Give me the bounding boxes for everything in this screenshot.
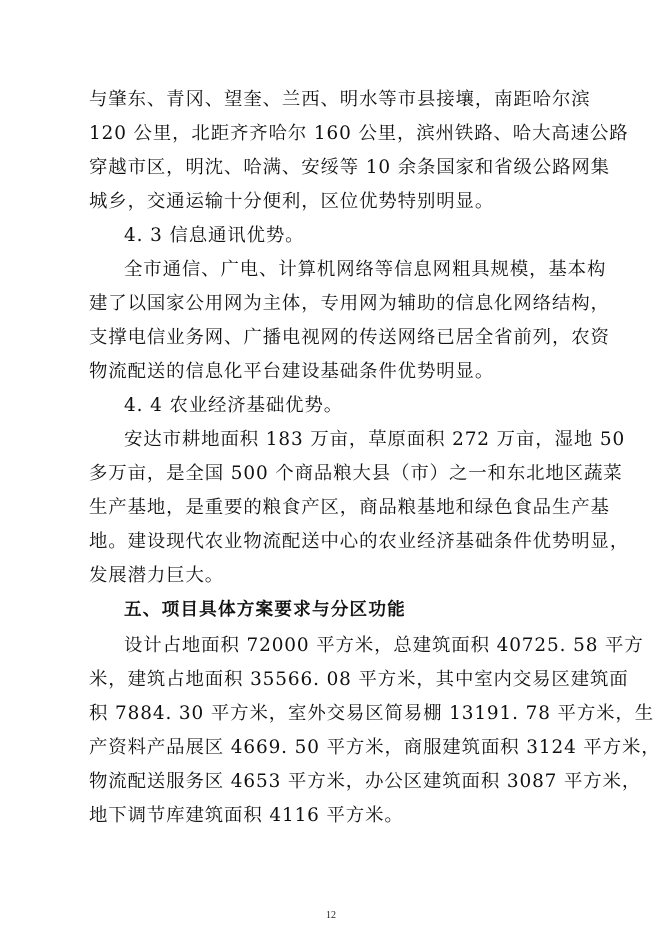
text-line-1: 与肇东、青冈、望奎、兰西、明水等市县接壤，南距哈尔滨 <box>89 89 591 110</box>
text-line-7: 建了以国家公用网为主体，专用网为辅助的信息化网络结构， <box>89 293 610 314</box>
text-line-18: 米，建筑占地面积 35566. 08 平方米，其中室内交易区建筑面 <box>89 669 629 690</box>
text-line-3: 穿越市区，明沈、哈满、安绥等 10 余条国家和省级公路网集 <box>89 157 610 178</box>
text-line-6: 全市通信、广电、计算机网络等信息网粗具规模，基本构 <box>124 259 607 280</box>
text-line-22: 地下调节库建筑面积 4116 平方米。 <box>89 805 404 826</box>
text-line-21: 物流配送服务区 4653 平方米，办公区建筑面积 3087 平方米， <box>89 771 642 792</box>
text-line-19: 积 7884. 30 平方米，室外交易区简易棚 13191. 78 平方米，生 <box>89 703 655 724</box>
section-heading-5: 五、项目具体方案要求与分区功能 <box>124 600 406 620</box>
text-line-8: 支撑电信业务网、广播电视网的传送网络已居全省前列，农资 <box>89 327 610 348</box>
text-line-2: 120 公里，北距齐齐哈尔 160 公里，滨州铁路、哈大高速公路 <box>89 123 629 144</box>
text-line-9: 物流配送的信息化平台建设基础条件优势明显。 <box>89 361 495 382</box>
text-line-4: 城乡，交通运输十分便利，区位优势特别明显。 <box>89 191 495 212</box>
subheading-4-4: 4. 4 农业经济基础优势。 <box>124 395 344 416</box>
text-line-14: 地。建设现代农业物流配送中心的农业经济基础条件优势明显， <box>89 531 630 552</box>
text-line-11: 安达市耕地面积 183 万亩，草原面积 272 万亩，湿地 50 <box>124 429 626 450</box>
text-line-17: 设计占地面积 72000 平方米，总建筑面积 40725. 58 平方 <box>124 635 644 656</box>
subheading-4-3: 4. 3 信息通讯优势。 <box>124 225 305 246</box>
text-line-15: 发展潜力巨大。 <box>89 565 225 586</box>
text-line-13: 生产基地，是重要的粮食产区，商品粮基地和绿色食品生产基 <box>89 497 610 518</box>
text-line-12: 多万亩，是全国 500 个商品粮大县（市）之一和东北地区蔬菜 <box>89 463 623 484</box>
page-number: 12 <box>326 910 336 921</box>
text-line-20: 产资料产品展区 4669. 50 平方米，商服建筑面积 3124 平方米， <box>89 737 661 758</box>
